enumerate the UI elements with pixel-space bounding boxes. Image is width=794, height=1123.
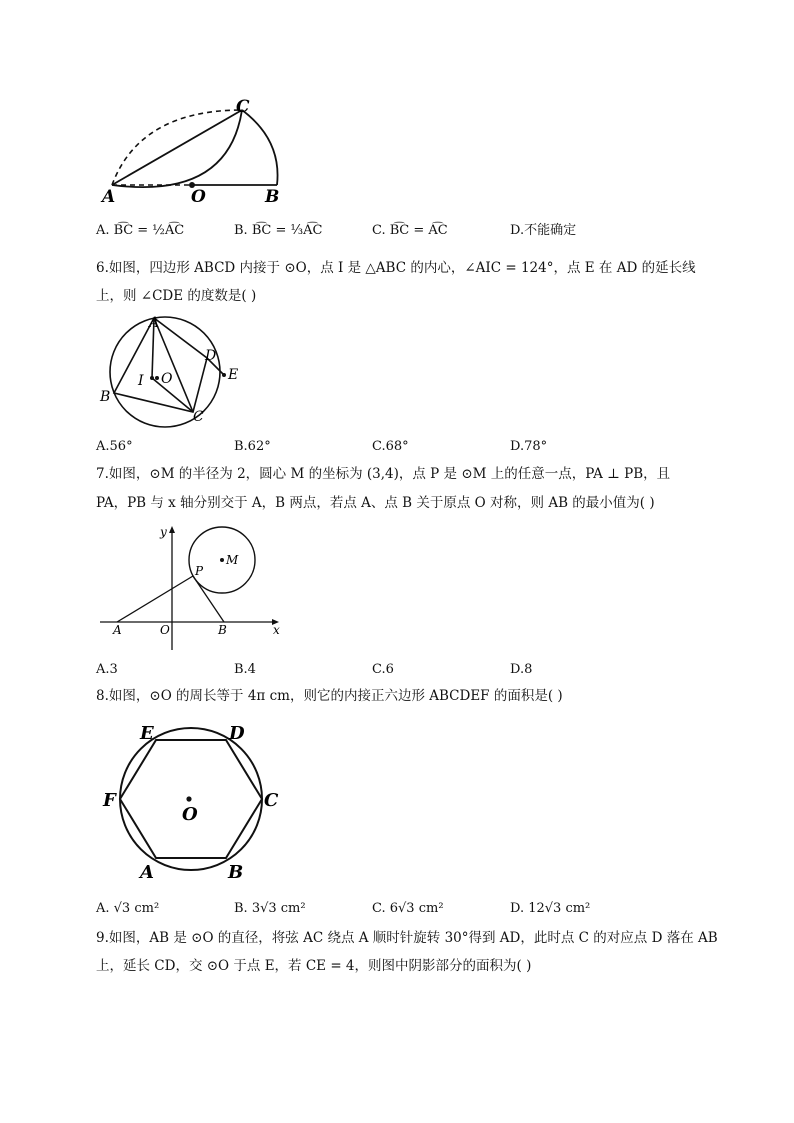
q8-option-c: C. 6√3 cm² xyxy=(372,901,444,916)
q6-label-a: A xyxy=(149,315,160,331)
q6-label-d: D xyxy=(205,348,217,364)
q7-option-a: A.3 xyxy=(96,662,118,677)
q8-option-a: A. √3 cm² xyxy=(96,901,160,916)
q7-label-b: B xyxy=(218,623,227,637)
q5-option-b: B. B͡C = ⅓A͡C xyxy=(234,223,323,238)
q8-label-e: E xyxy=(140,723,154,744)
q8-label-f: F xyxy=(103,790,116,811)
q8-option-b: B. 3√3 cm² xyxy=(234,901,306,916)
q8-label-a: A xyxy=(140,862,154,883)
q6-option-b: B.62° xyxy=(234,439,271,454)
q7-label-y: y xyxy=(160,525,167,539)
q7-option-b: B.4 xyxy=(234,662,256,677)
q9-question-line2: 上，延长 CD，交 ⊙O 于点 E，若 CE = 4，则图中阴影部分的面积为( ) xyxy=(96,958,532,974)
q6-label-o: O xyxy=(161,371,173,387)
q8-question-line1: 8.如图，⊙O 的周长等于 4π cm，则它的内接正六边形 ABCDEF 的面积是( ) xyxy=(96,688,563,704)
q5-option-d: D.不能确定 xyxy=(510,223,577,238)
q7-question-line1: 7.如图，⊙M 的半径为 2，圆心 M 的坐标为 (3,4)，点 P 是 ⊙M 上的任意一点，PA ⊥ PB，且 xyxy=(96,466,671,482)
q8-label-c: C xyxy=(264,790,279,811)
q7-label-a: A xyxy=(113,623,122,637)
q6-option-d: D.78° xyxy=(510,439,548,454)
q7-question-line2: PA，PB 与 x 轴分别交于 A，B 两点，若点 A、点 B 关于原点 O 对称，则 AB 的最小值为( ) xyxy=(96,495,655,511)
q8-label-o: O xyxy=(182,804,198,825)
q7-label-m: M xyxy=(226,553,239,567)
q5-label-b: B xyxy=(265,187,280,207)
q7-label-x: x xyxy=(273,623,280,637)
q6-question-line1: 6.如图，四边形 ABCD 内接于 ⊙O，点 I 是 △ABC 的内心，∠AIC = 124°，点 E 在 AD 的延长线 xyxy=(96,260,696,276)
q6-option-a: A.56° xyxy=(96,439,133,454)
q7-option-d: D.8 xyxy=(510,662,533,677)
q5-label-c: C xyxy=(236,97,250,117)
q7-label-p: P xyxy=(195,564,204,578)
q6-label-c: C xyxy=(193,409,204,425)
q5-label-a: A xyxy=(102,187,116,207)
q5-option-c: C. B͡C = A͡C xyxy=(372,223,448,238)
q5-option-a: A. B͡C = ½A͡C xyxy=(96,223,185,238)
q6-label-i: I xyxy=(138,373,144,389)
q6-label-e: E xyxy=(228,367,239,383)
q8-point-o xyxy=(186,796,191,801)
q8-option-d: D. 12√3 cm² xyxy=(510,901,591,916)
q6-label-b: B xyxy=(100,389,111,405)
q7-label-o: O xyxy=(160,623,170,637)
q6-option-c: C.68° xyxy=(372,439,409,454)
q7-option-c: C.6 xyxy=(372,662,394,677)
q8-label-d: D xyxy=(229,723,245,744)
q8-label-b: B xyxy=(228,862,244,883)
q9-question-line1: 9.如图，AB 是 ⊙O 的直径，将弦 AC 绕点 A 顺时针旋转 30°得到 AD，此时点 C 的对应点 D 落在 AB xyxy=(96,930,718,946)
q5-label-o: O xyxy=(191,187,206,207)
q6-question-line2: 上，则 ∠CDE 的度数是( ) xyxy=(96,288,257,304)
